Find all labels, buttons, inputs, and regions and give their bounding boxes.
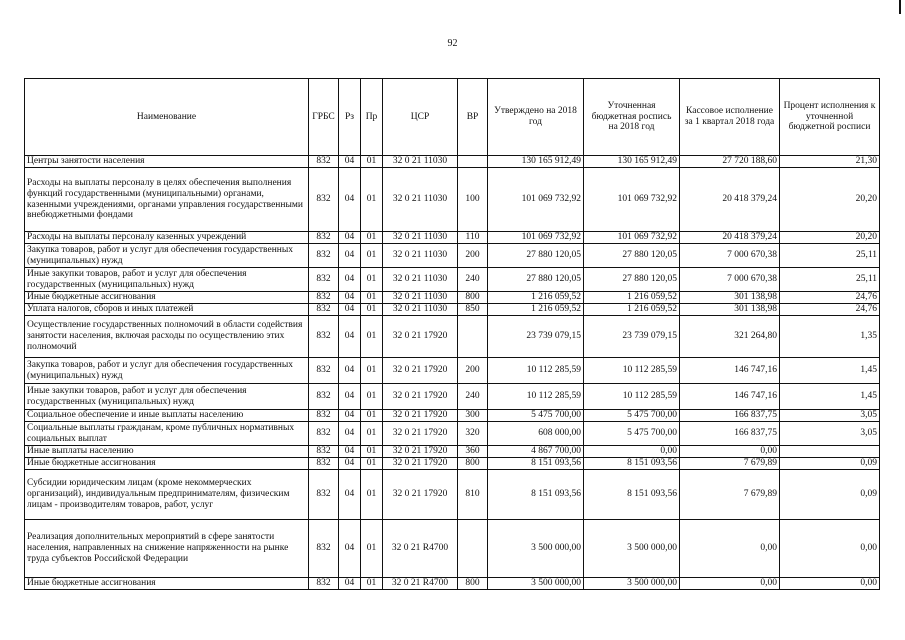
name-cell: Социальное обеспечение и иные выплаты населению — [25, 410, 309, 422]
pr-cell: 01 — [361, 520, 383, 578]
revised-cell: 5 475 700,00 — [584, 410, 680, 422]
approved-cell: 130 165 912,49 — [488, 156, 584, 168]
approved-cell: 8 151 093,56 — [488, 458, 584, 470]
csr-cell: 32 0 21 11030 — [383, 168, 458, 232]
pr-cell: 01 — [361, 470, 383, 520]
approved-cell: 1 216 059,52 — [488, 304, 584, 316]
rz-cell: 04 — [339, 232, 361, 244]
table-row — [25, 458, 880, 470]
revised-cell: 27 880 120,05 — [584, 244, 680, 268]
csr-cell: 32 0 21 11030 — [383, 156, 458, 168]
vr-cell: 100 — [458, 168, 488, 232]
vr-cell — [458, 520, 488, 578]
vr-cell: 200 — [458, 358, 488, 384]
name-cell: Иные бюджетные ассигнования — [25, 578, 309, 590]
table-row — [25, 156, 880, 168]
pr-cell: 01 — [361, 232, 383, 244]
table-row — [25, 268, 880, 292]
revised-cell: 3 500 000,00 — [584, 520, 680, 578]
header-cash: Кассовое исполнение за 1 квартал 2018 года — [680, 79, 780, 156]
name-cell: Осуществление государственных полномочий в области содействия занятости населения, включая расходы по осуществлению этих полномочий — [25, 316, 309, 358]
cash-cell: 20 418 379,24 — [680, 168, 780, 232]
header-vr: ВР — [458, 79, 488, 156]
revised-cell: 27 880 120,05 — [584, 268, 680, 292]
csr-cell: 32 0 21 17920 — [383, 410, 458, 422]
name-cell: Реализация дополнительных мероприятий в сфере занятости населения, направленных на снижение напряженности на рынке труда субъектов Российской Федерации — [25, 520, 309, 578]
cash-cell: 166 837,75 — [680, 422, 780, 446]
rz-cell: 04 — [339, 422, 361, 446]
grbs-cell: 832 — [309, 470, 339, 520]
grbs-cell: 832 — [309, 446, 339, 458]
name-cell: Субсидии юридическим лицам (кроме некоммерческих организаций), индивидуальным предпринимателям, физическим лицам - производителям товаров, работ, услуг — [25, 470, 309, 520]
approved-cell: 3 500 000,00 — [488, 578, 584, 590]
csr-cell: 32 0 21 17920 — [383, 470, 458, 520]
table-body — [25, 156, 880, 590]
cash-cell: 20 418 379,24 — [680, 232, 780, 244]
csr-cell: 32 0 21 17920 — [383, 422, 458, 446]
grbs-cell: 832 — [309, 384, 339, 410]
percent-cell: 0,00 — [780, 520, 880, 578]
approved-cell: 101 069 732,92 — [488, 232, 584, 244]
approved-cell: 1 216 059,52 — [488, 292, 584, 304]
revised-cell: 1 216 059,52 — [584, 292, 680, 304]
vr-cell: 800 — [458, 292, 488, 304]
budget-table — [24, 78, 880, 590]
pr-cell: 01 — [361, 156, 383, 168]
header-rz: Рз — [339, 79, 361, 156]
vr-cell: 850 — [458, 304, 488, 316]
cash-cell: 7 000 670,38 — [680, 268, 780, 292]
pr-cell: 01 — [361, 578, 383, 590]
table-row — [25, 578, 880, 590]
grbs-cell: 832 — [309, 458, 339, 470]
percent-cell: 0,09 — [780, 470, 880, 520]
approved-cell: 3 500 000,00 — [488, 520, 584, 578]
csr-cell: 32 0 21 11030 — [383, 232, 458, 244]
rz-cell: 04 — [339, 168, 361, 232]
percent-cell: 21,30 — [780, 156, 880, 168]
header-grbs: ГРБС — [309, 79, 339, 156]
rz-cell: 04 — [339, 358, 361, 384]
percent-cell: 0,00 — [780, 578, 880, 590]
vr-cell: 110 — [458, 232, 488, 244]
grbs-cell: 832 — [309, 316, 339, 358]
revised-cell: 101 069 732,92 — [584, 232, 680, 244]
csr-cell: 32 0 21 17920 — [383, 446, 458, 458]
csr-cell: 32 0 21 R4700 — [383, 520, 458, 578]
table-row — [25, 410, 880, 422]
vr-cell: 300 — [458, 410, 488, 422]
percent-cell: 1,45 — [780, 384, 880, 410]
name-cell: Расходы на выплаты персоналу в целях обеспечения выполнения функций государственными (муниципальными) органами, казенными учреждениями, органами управления государственными внебюджетными фондами — [25, 168, 309, 232]
pr-cell: 01 — [361, 384, 383, 410]
table-row — [25, 470, 880, 520]
revised-cell: 3 500 000,00 — [584, 578, 680, 590]
csr-cell: 32 0 21 17920 — [383, 316, 458, 358]
name-cell: Иные закупки товаров, работ и услуг для обеспечения государственных (муниципальных) нужд — [25, 268, 309, 292]
vr-cell — [458, 156, 488, 168]
cash-cell: 321 264,80 — [680, 316, 780, 358]
vr-cell: 360 — [458, 446, 488, 458]
revised-cell: 1 216 059,52 — [584, 304, 680, 316]
rz-cell: 04 — [339, 410, 361, 422]
csr-cell: 32 0 21 17920 — [383, 384, 458, 410]
approved-cell: 10 112 285,59 — [488, 358, 584, 384]
revised-cell: 0,00 — [584, 446, 680, 458]
pr-cell: 01 — [361, 304, 383, 316]
table-row — [25, 168, 880, 232]
approved-cell: 27 880 120,05 — [488, 244, 584, 268]
cash-cell: 7 679,89 — [680, 458, 780, 470]
vr-cell: 800 — [458, 458, 488, 470]
header-percent: Процент исполнения к уточненной бюджетной росписи — [780, 79, 880, 156]
percent-cell: 3,05 — [780, 410, 880, 422]
revised-cell: 101 069 732,92 — [584, 168, 680, 232]
cash-cell: 301 138,98 — [680, 292, 780, 304]
vr-cell: 810 — [458, 470, 488, 520]
approved-cell: 23 739 079,15 — [488, 316, 584, 358]
name-cell: Иные бюджетные ассигнования — [25, 458, 309, 470]
table-row — [25, 358, 880, 384]
pr-cell: 01 — [361, 358, 383, 384]
grbs-cell: 832 — [309, 410, 339, 422]
name-cell: Расходы на выплаты персоналу казенных учреждений — [25, 232, 309, 244]
table-row — [25, 244, 880, 268]
revised-cell: 5 475 700,00 — [584, 422, 680, 446]
approved-cell: 101 069 732,92 — [488, 168, 584, 232]
csr-cell: 32 0 21 17920 — [383, 458, 458, 470]
table-row — [25, 520, 880, 578]
csr-cell: 32 0 21 11030 — [383, 268, 458, 292]
table-row — [25, 384, 880, 410]
revised-cell: 8 151 093,56 — [584, 458, 680, 470]
name-cell: Иные закупки товаров, работ и услуг для обеспечения государственных (муниципальных) нужд — [25, 384, 309, 410]
percent-cell — [780, 446, 880, 458]
rz-cell: 04 — [339, 156, 361, 168]
csr-cell: 32 0 21 11030 — [383, 304, 458, 316]
header-revised: Уточненная бюджетная роспись на 2018 год — [584, 79, 680, 156]
name-cell: Закупка товаров, работ и услуг для обеспечения государственных (муниципальных) нужд — [25, 244, 309, 268]
percent-cell: 3,05 — [780, 422, 880, 446]
approved-cell: 8 151 093,56 — [488, 470, 584, 520]
name-cell: Закупка товаров, работ и услуг для обеспечения государственных (муниципальных) нужд — [25, 358, 309, 384]
rz-cell: 04 — [339, 470, 361, 520]
percent-cell: 24,76 — [780, 292, 880, 304]
percent-cell: 25,11 — [780, 244, 880, 268]
vr-cell: 800 — [458, 578, 488, 590]
percent-cell: 0,09 — [780, 458, 880, 470]
name-cell: Иные бюджетные ассигнования — [25, 292, 309, 304]
cash-cell: 166 837,75 — [680, 410, 780, 422]
grbs-cell: 832 — [309, 422, 339, 446]
table-row — [25, 304, 880, 316]
pr-cell: 01 — [361, 168, 383, 232]
percent-cell: 24,76 — [780, 304, 880, 316]
table-row — [25, 422, 880, 446]
header-pr: Пр — [361, 79, 383, 156]
grbs-cell: 832 — [309, 578, 339, 590]
rz-cell: 04 — [339, 304, 361, 316]
grbs-cell: 832 — [309, 520, 339, 578]
table-row — [25, 292, 880, 304]
header-name: Наименование — [25, 79, 309, 156]
approved-cell: 4 867 700,00 — [488, 446, 584, 458]
percent-cell: 20,20 — [780, 232, 880, 244]
table-header-row — [25, 79, 880, 156]
cash-cell: 0,00 — [680, 520, 780, 578]
table-row — [25, 446, 880, 458]
revised-cell: 130 165 912,49 — [584, 156, 680, 168]
revised-cell: 23 739 079,15 — [584, 316, 680, 358]
vr-cell: 320 — [458, 422, 488, 446]
approved-cell: 5 475 700,00 — [488, 410, 584, 422]
pr-cell: 01 — [361, 410, 383, 422]
grbs-cell: 832 — [309, 168, 339, 232]
pr-cell: 01 — [361, 244, 383, 268]
cash-cell: 7 000 670,38 — [680, 244, 780, 268]
csr-cell: 32 0 21 R4700 — [383, 578, 458, 590]
rz-cell: 04 — [339, 384, 361, 410]
pr-cell: 01 — [361, 458, 383, 470]
cash-cell: 0,00 — [680, 578, 780, 590]
vr-cell: 240 — [458, 384, 488, 410]
name-cell: Социальные выплаты гражданам, кроме публичных нормативных социальных выплат — [25, 422, 309, 446]
pr-cell: 01 — [361, 268, 383, 292]
revised-cell: 10 112 285,59 — [584, 358, 680, 384]
vr-cell: 200 — [458, 244, 488, 268]
grbs-cell: 832 — [309, 156, 339, 168]
percent-cell: 25,11 — [780, 268, 880, 292]
header-approved: Утверждено на 2018 год — [488, 79, 584, 156]
percent-cell: 1,45 — [780, 358, 880, 384]
pr-cell: 01 — [361, 446, 383, 458]
grbs-cell: 832 — [309, 232, 339, 244]
name-cell: Центры занятости населения — [25, 156, 309, 168]
percent-cell: 1,35 — [780, 316, 880, 358]
cash-cell: 146 747,16 — [680, 384, 780, 410]
csr-cell: 32 0 21 11030 — [383, 244, 458, 268]
cash-cell: 301 138,98 — [680, 304, 780, 316]
grbs-cell: 832 — [309, 358, 339, 384]
cash-cell: 7 679,89 — [680, 470, 780, 520]
rz-cell: 04 — [339, 244, 361, 268]
vr-cell: 240 — [458, 268, 488, 292]
grbs-cell: 832 — [309, 292, 339, 304]
table-row — [25, 232, 880, 244]
header-csr: ЦСР — [383, 79, 458, 156]
rz-cell: 04 — [339, 268, 361, 292]
rz-cell: 04 — [339, 458, 361, 470]
page-number: 92 — [447, 38, 458, 49]
csr-cell: 32 0 21 11030 — [383, 292, 458, 304]
approved-cell: 10 112 285,59 — [488, 384, 584, 410]
percent-cell: 20,20 — [780, 168, 880, 232]
rz-cell: 04 — [339, 292, 361, 304]
name-cell: Иные выплаты населению — [25, 446, 309, 458]
cash-cell: 0,00 — [680, 446, 780, 458]
cash-cell: 27 720 188,60 — [680, 156, 780, 168]
revised-cell: 10 112 285,59 — [584, 384, 680, 410]
edge-mark — [899, 0, 901, 14]
cash-cell: 146 747,16 — [680, 358, 780, 384]
rz-cell: 04 — [339, 520, 361, 578]
vr-cell — [458, 316, 488, 358]
pr-cell: 01 — [361, 292, 383, 304]
name-cell: Уплата налогов, сборов и иных платежей — [25, 304, 309, 316]
approved-cell: 608 000,00 — [488, 422, 584, 446]
csr-cell: 32 0 21 17920 — [383, 358, 458, 384]
approved-cell: 27 880 120,05 — [488, 268, 584, 292]
revised-cell: 8 151 093,56 — [584, 470, 680, 520]
rz-cell: 04 — [339, 578, 361, 590]
pr-cell: 01 — [361, 316, 383, 358]
grbs-cell: 832 — [309, 268, 339, 292]
grbs-cell: 832 — [309, 304, 339, 316]
pr-cell: 01 — [361, 422, 383, 446]
rz-cell: 04 — [339, 446, 361, 458]
grbs-cell: 832 — [309, 244, 339, 268]
rz-cell: 04 — [339, 316, 361, 358]
table-row — [25, 316, 880, 358]
